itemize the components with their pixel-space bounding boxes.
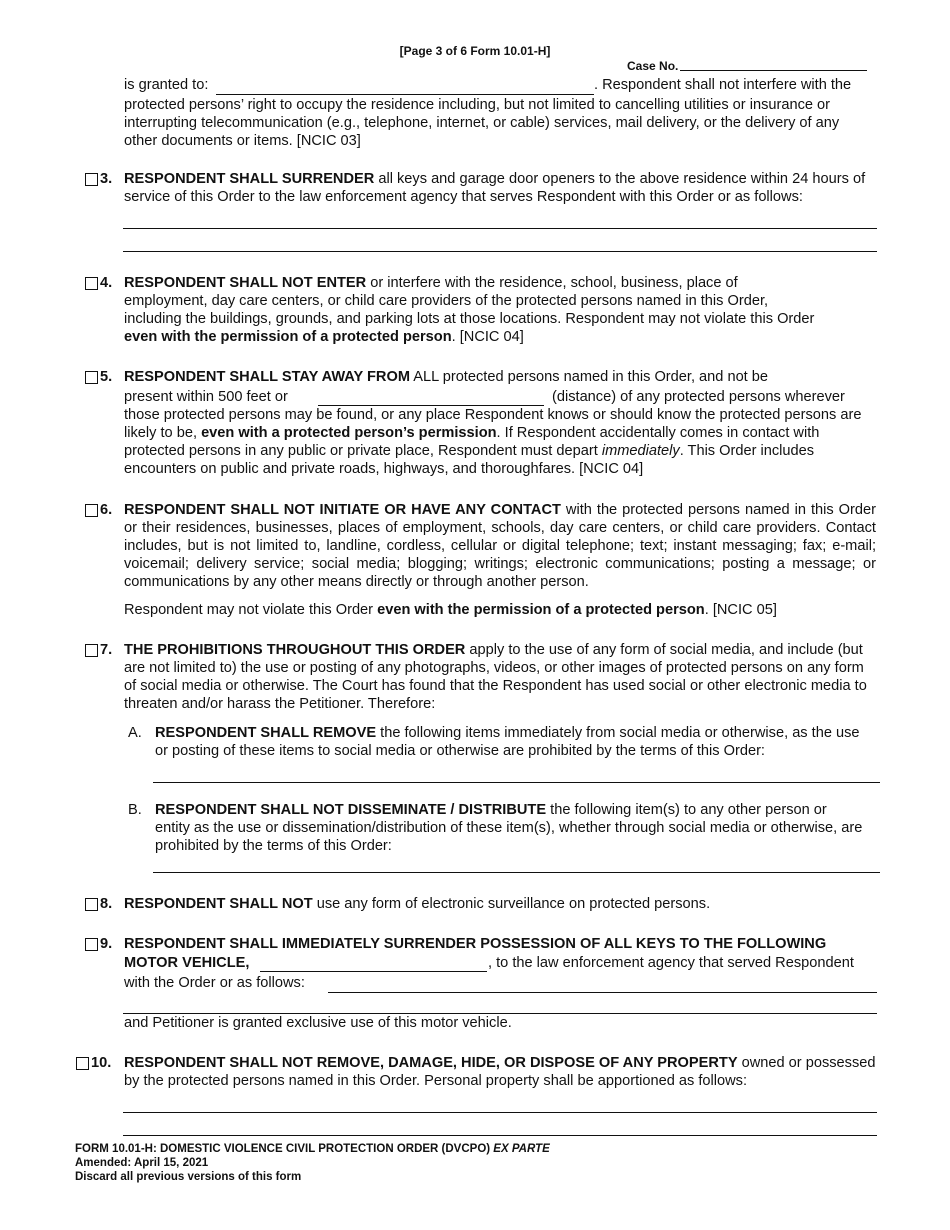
- item-5-bold-mid: even with a protected person’s permission: [201, 425, 497, 441]
- footer-discard: Discard all previous versions of this form: [75, 1171, 302, 1183]
- item-3-number: 3.: [100, 171, 113, 187]
- item-7b-lead: RESPONDENT SHALL NOT DISSEMINATE / DISTRIBUTE: [155, 802, 547, 818]
- item-7-lead: THE PROHIBITIONS THROUGHOUT THIS ORDER: [124, 642, 466, 658]
- page-label: [Page 3 of 6 Form 10.01-H]: [399, 44, 551, 58]
- item-10-checkbox[interactable]: [76, 1057, 89, 1070]
- item-6-lead: RESPONDENT SHALL NOT INITIATE OR HAVE ANY CONTACT: [124, 502, 561, 518]
- item-5-text-b: . If Respondent accidentally comes in contact with protected persons in any public or private place, Respondent must depart: [124, 425, 820, 459]
- item-6-p2-text: Respondent may not violate this Order: [124, 602, 378, 618]
- item-4-text: [124, 274, 824, 346]
- item-9-with-order: with the Order or as follows:: [124, 975, 305, 991]
- item-8-checkbox[interactable]: [85, 898, 98, 911]
- item-7b-label: B.: [128, 802, 142, 818]
- item-9-number: 9.: [100, 936, 113, 952]
- residence-occupancy-text: protected persons’ right to occupy the residence including, but not limited to cancelling utilities or insurance or interrupting telecommunication (e.g., telephone, internet, or cable) services, mail delivery, or the delivery of any other documents or items. [NCIC 03]: [124, 97, 840, 149]
- item-4-checkbox[interactable]: [85, 277, 98, 290]
- item-5-lead: RESPONDENT SHALL STAY AWAY FROM: [124, 369, 410, 385]
- item-3-line-1[interactable]: [123, 228, 877, 229]
- item-3-line-2[interactable]: [123, 251, 877, 252]
- item-9-checkbox[interactable]: [85, 938, 98, 951]
- item-7a-text: [155, 724, 870, 760]
- item-8-lead: RESPONDENT SHALL NOT: [124, 896, 313, 912]
- footer-amended: Amended: April 15, 2021: [75, 1157, 209, 1169]
- item-9-after-vehicle: , to the law enforcement agency that served Respondent: [488, 955, 854, 971]
- item-3-checkbox[interactable]: [85, 173, 98, 186]
- item-7a-lead: RESPONDENT SHALL REMOVE: [155, 725, 377, 741]
- footer-form-title-italic: EX PARTE: [493, 1143, 550, 1155]
- item-4-number: 4.: [100, 275, 113, 291]
- item-8-text: [124, 895, 710, 913]
- item-7-checkbox[interactable]: [85, 644, 98, 657]
- footer-form-title: [75, 1142, 550, 1156]
- item-10-lead: RESPONDENT SHALL NOT REMOVE, DAMAGE, HIDE, OR DISPOSE OF ANY PROPERTY: [124, 1055, 738, 1071]
- item-9-petitioner-text: and Petitioner is granted exclusive use of this motor vehicle.: [124, 1015, 512, 1031]
- item-6-paragraph-2: [124, 601, 777, 619]
- case-no-field[interactable]: [680, 70, 867, 71]
- item-9-as-follows-field[interactable]: [328, 992, 877, 993]
- item-4-lead: RESPONDENT SHALL NOT ENTER: [124, 275, 367, 291]
- item-3-lead: RESPONDENT SHALL SURRENDER: [124, 171, 375, 187]
- item-7b-line[interactable]: [153, 872, 880, 873]
- item-10-text: [124, 1054, 876, 1090]
- item-5-text-c: . This Order includes encounters on public and private roads, highways, and thoroughfares. [NCIC 04]: [124, 443, 815, 477]
- item-5-line-1: [124, 368, 768, 386]
- item-9-lead-2: MOTOR VEHICLE,: [124, 955, 250, 971]
- item-5-checkbox[interactable]: [85, 371, 98, 384]
- item-6-p2-end: . [NCIC 05]: [704, 602, 777, 618]
- item-8-number: 8.: [100, 896, 113, 912]
- item-5-text-a: those protected persons may be found, or any place Respondent knows or should know the protected persons are likely to be,: [124, 407, 862, 441]
- item-7-number: 7.: [100, 642, 113, 658]
- item-6-p2-bold: even with the permission of a protected person: [377, 602, 705, 618]
- item-7a-body: the following items immediately from social media or otherwise, as the use or posting of these items to social media or otherwise are prohibited by the terms of this Order:: [155, 725, 860, 759]
- item-4-end: . [NCIC 04]: [451, 329, 524, 345]
- case-no-label: Case No.: [627, 59, 679, 73]
- item-10-line-1[interactable]: [123, 1112, 877, 1113]
- item-9-vehicle-field[interactable]: [260, 971, 487, 972]
- item-3-text: [124, 170, 876, 206]
- item-5-distance-prefix: present within 500 feet or: [124, 389, 288, 405]
- item-5-italic: immediately: [601, 443, 680, 459]
- item-8-body: use any form of electronic surveillance on protected persons.: [312, 896, 711, 912]
- item-3-body: all keys and garage door openers to the above residence within 24 hours of service of this Order to the law enforcement agency that serves Respondent with this Order or as follows:: [124, 171, 866, 205]
- item-10-number: 10.: [91, 1055, 112, 1071]
- granted-to-field[interactable]: [216, 94, 594, 95]
- item-4-bold-tail: even with the permission of a protected person: [124, 329, 452, 345]
- item-7a-line[interactable]: [153, 782, 880, 783]
- item-6-body: with the protected persons named in this Order or their residences, businesses, places of employment, schools, day care centers, or child care providers. Contact includes, but is not limited to, landline, cordless, cellular or digital telephone; text; instant messaging; fax; e-mail; voicemail; delivery service; social media; blogging; writings; electronic communications; posting a message; or communications by any other means directly or through another person.: [124, 502, 876, 590]
- item-7b-text: [155, 801, 865, 855]
- footer-form-title-text: FORM 10.01-H: DOMESTIC VIOLENCE CIVIL PROTECTION ORDER (DVCPO): [75, 1143, 494, 1155]
- item-6-checkbox[interactable]: [85, 504, 98, 517]
- item-4-body: or interfere with the residence, school, business, place of employment, day care centers, or child care providers of the protected persons named in this Order, including the buildings, grounds, and parking lots at those locations. Respondent may not violate this Order: [124, 275, 815, 327]
- item-7a-label: A.: [128, 725, 142, 741]
- item-7b-body: the following item(s) to any other person or entity as the use or dissemination/distribution of these item(s), whether through social media or otherwise, are prohibited by the terms of this Order:: [155, 802, 863, 854]
- granted-to-tail: . Respondent shall not interfere with the: [594, 77, 852, 93]
- item-5-text: [124, 406, 874, 478]
- item-5-line1-text: ALL protected persons named in this Order, and not be: [409, 369, 769, 385]
- item-7-text: [124, 641, 872, 713]
- item-10-line-2[interactable]: [123, 1135, 877, 1136]
- granted-to-label: is granted to:: [124, 77, 209, 93]
- item-6-number: 6.: [100, 502, 113, 518]
- item-5-number: 5.: [100, 369, 113, 385]
- item-9-lead: RESPONDENT SHALL IMMEDIATELY SURRENDER POSSESSION OF ALL KEYS TO THE FOLLOWING: [124, 936, 827, 952]
- item-10-body: owned or possessed by the protected persons named in this Order. Personal property shall be apportioned as follows:: [124, 1055, 876, 1089]
- item-7-body: apply to the use of any form of social media, and include (but are not limited to) the use or posting of any photographs, videos, or other images of protected persons on any form of social media or otherwise. The Court has found that the Respondent has used social or other electronic media to threaten and/or harass the Petitioner. Therefore:: [124, 642, 867, 712]
- item-6-text: [124, 501, 876, 591]
- item-5-distance-suffix: (distance) of any protected persons wherever: [552, 389, 845, 405]
